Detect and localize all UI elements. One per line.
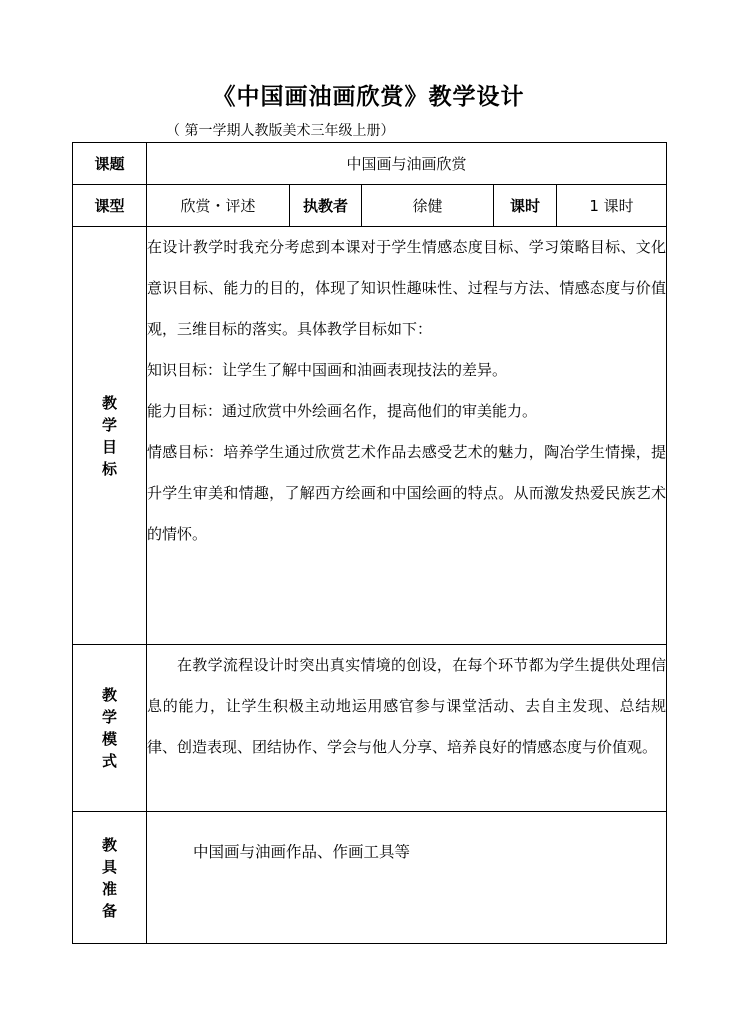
objectives-content xyxy=(147,227,667,645)
knowledge-objective: 知识目标：让学生了解中国画和油画表现技法的差异。 xyxy=(147,361,508,379)
objectives-intro: 在设计教学时我充分考虑到本课对于学生情感态度目标、学习策略目标、文化意识目标、能力的目的，体现了知识性趣味性、过程与方法、情感态度与价值观，三维目标的落实。具体教学目标如下： xyxy=(147,238,666,338)
document-title: 《中国画油画欣赏》教学设计 xyxy=(212,84,525,110)
mode-label xyxy=(73,645,147,812)
emotion-objective: 情感目标：培养学生通过欣赏艺术作品去感受艺术的魅力，陶冶学生情操，提升学生审美和情趣，了解西方绘画和中国绘画的特点。从而激发热爱民族艺术的情怀。 xyxy=(147,443,666,543)
teacher-label: 执教者 xyxy=(290,185,362,227)
objectives-label-char: 标 xyxy=(101,459,117,478)
tools-label-char: 备 xyxy=(101,901,117,920)
mode-text: 在教学流程设计时突出真实情境的创设，在每个环节都为学生提供处理信息的能力，让学生积极主动地运用感官参与课堂活动、去自主发现、总结规律、创造表现、团结协作、学会与他人分享、培养良好的情感态度与价值观。 xyxy=(147,656,666,756)
mode-label-char: 模 xyxy=(101,730,117,748)
mode-label-char: 式 xyxy=(101,752,117,770)
topic-label: 课题 xyxy=(73,143,147,185)
tools-label-char: 准 xyxy=(101,879,117,898)
objectives-label-char: 教 xyxy=(101,393,117,412)
objectives-label-char: 学 xyxy=(101,415,117,434)
tools-label-char: 教 xyxy=(101,835,117,854)
type-label: 课型 xyxy=(73,185,147,227)
document-subtitle: （ 第一学期人教版美术三年级上册） xyxy=(166,123,395,139)
objectives-label xyxy=(73,227,147,645)
objectives-label-char: 目 xyxy=(101,437,117,456)
mode-content xyxy=(147,645,667,812)
mode-row xyxy=(73,645,667,812)
tools-label xyxy=(73,812,147,944)
tools-content: 中国画与油画作品、作画工具等 xyxy=(147,812,667,944)
ability-objective: 能力目标：通过欣赏中外绘画名作，提高他们的审美能力。 xyxy=(147,402,538,420)
teacher-value: 徐健 xyxy=(362,185,494,227)
topic-row xyxy=(73,143,667,185)
lesson-plan-table xyxy=(72,142,667,944)
type-value: 欣赏・评述 xyxy=(147,185,290,227)
mode-label-char: 教 xyxy=(101,686,117,704)
tools-label-char: 具 xyxy=(101,857,117,876)
type-row xyxy=(73,185,667,227)
tools-row xyxy=(73,812,667,944)
mode-label-char: 学 xyxy=(101,708,117,726)
objectives-row xyxy=(73,227,667,645)
period-value: 1 课时 xyxy=(557,185,667,227)
period-label: 课时 xyxy=(494,185,557,227)
topic-value: 中国画与油画欣赏 xyxy=(147,143,667,185)
